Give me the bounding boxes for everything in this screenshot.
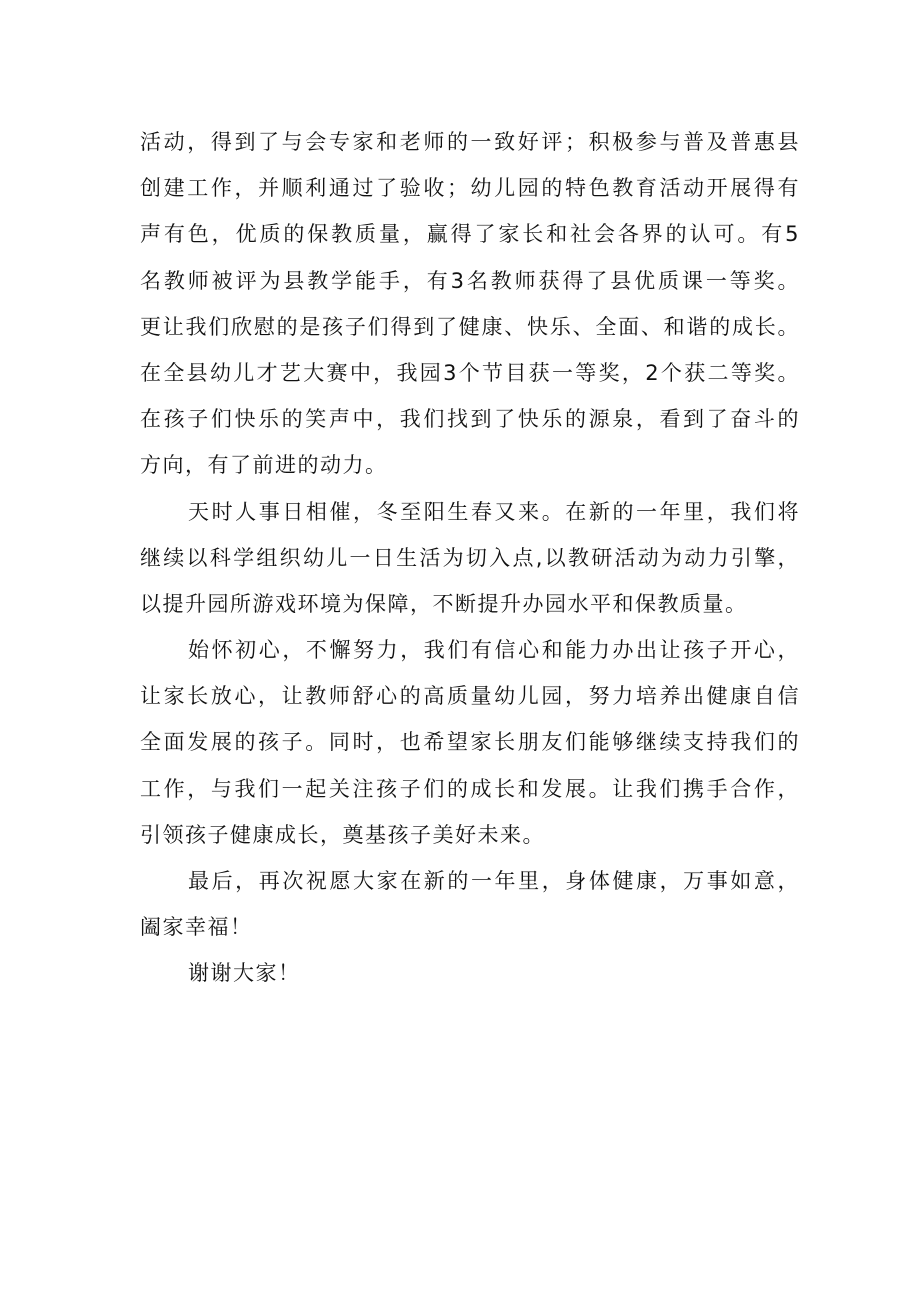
paragraph-line: 最后，再次祝愿大家在新的一年里，身体健康，万事如意，	[188, 869, 800, 893]
paragraph-line: 继续以科学组织幼儿一日生活为切入点,以教研活动为动力引擎，	[140, 545, 800, 570]
paragraph-line: 在全县幼儿才艺大赛中，我园3个节目获一等奖，2个获二等奖。	[140, 360, 800, 385]
paragraph-line: 全面发展的孩子。同时，也希望家长朋友们能够继续支持我们的	[140, 730, 800, 755]
paragraph-line: 阖家幸福！	[140, 915, 253, 940]
paragraph-line: 引领孩子健康成长，奠基孩子美好未来。	[140, 822, 545, 847]
paragraph-line: 声有色，优质的保教质量，赢得了家长和社会各界的认可。有5	[140, 222, 800, 247]
paragraph-line: 方向，有了前进的动力。	[140, 453, 388, 478]
paragraph-line: 工作，与我们一起关注孩子们的成长和发展。让我们携手合作，	[140, 776, 800, 801]
paragraph-line: 更让我们欣慰的是孩子们得到了健康、快乐、全面、和谐的成长。	[140, 314, 800, 339]
paragraph-line: 名教师被评为县教学能手，有3名教师获得了县优质课一等奖。	[140, 268, 800, 293]
paragraph-line: 活动，得到了与会专家和老师的一致好评；积极参与普及普惠县	[140, 130, 800, 154]
paragraph-line: 谢谢大家！	[188, 961, 301, 986]
paragraph-line: 在孩子们快乐的笑声中，我们找到了快乐的源泉，看到了奋斗的	[140, 407, 800, 432]
paragraph-line: 以提升园所游戏环境为保障，不断提升办园水平和保教质量。	[140, 591, 748, 616]
paragraph-line: 让家长放心，让教师舒心的高质量幼儿园，努力培养出健康自信	[140, 684, 800, 709]
paragraph-line: 天时人事日相催，冬至阳生春又来。在新的一年里，我们将	[188, 499, 800, 524]
paragraph-line: 始怀初心，不懈努力，我们有信心和能力办出让孩子开心，	[188, 638, 800, 663]
paragraph-line: 创建工作，并顺利通过了验收；幼儿园的特色教育活动开展得有	[140, 176, 800, 201]
body-text	[140, 119, 800, 997]
